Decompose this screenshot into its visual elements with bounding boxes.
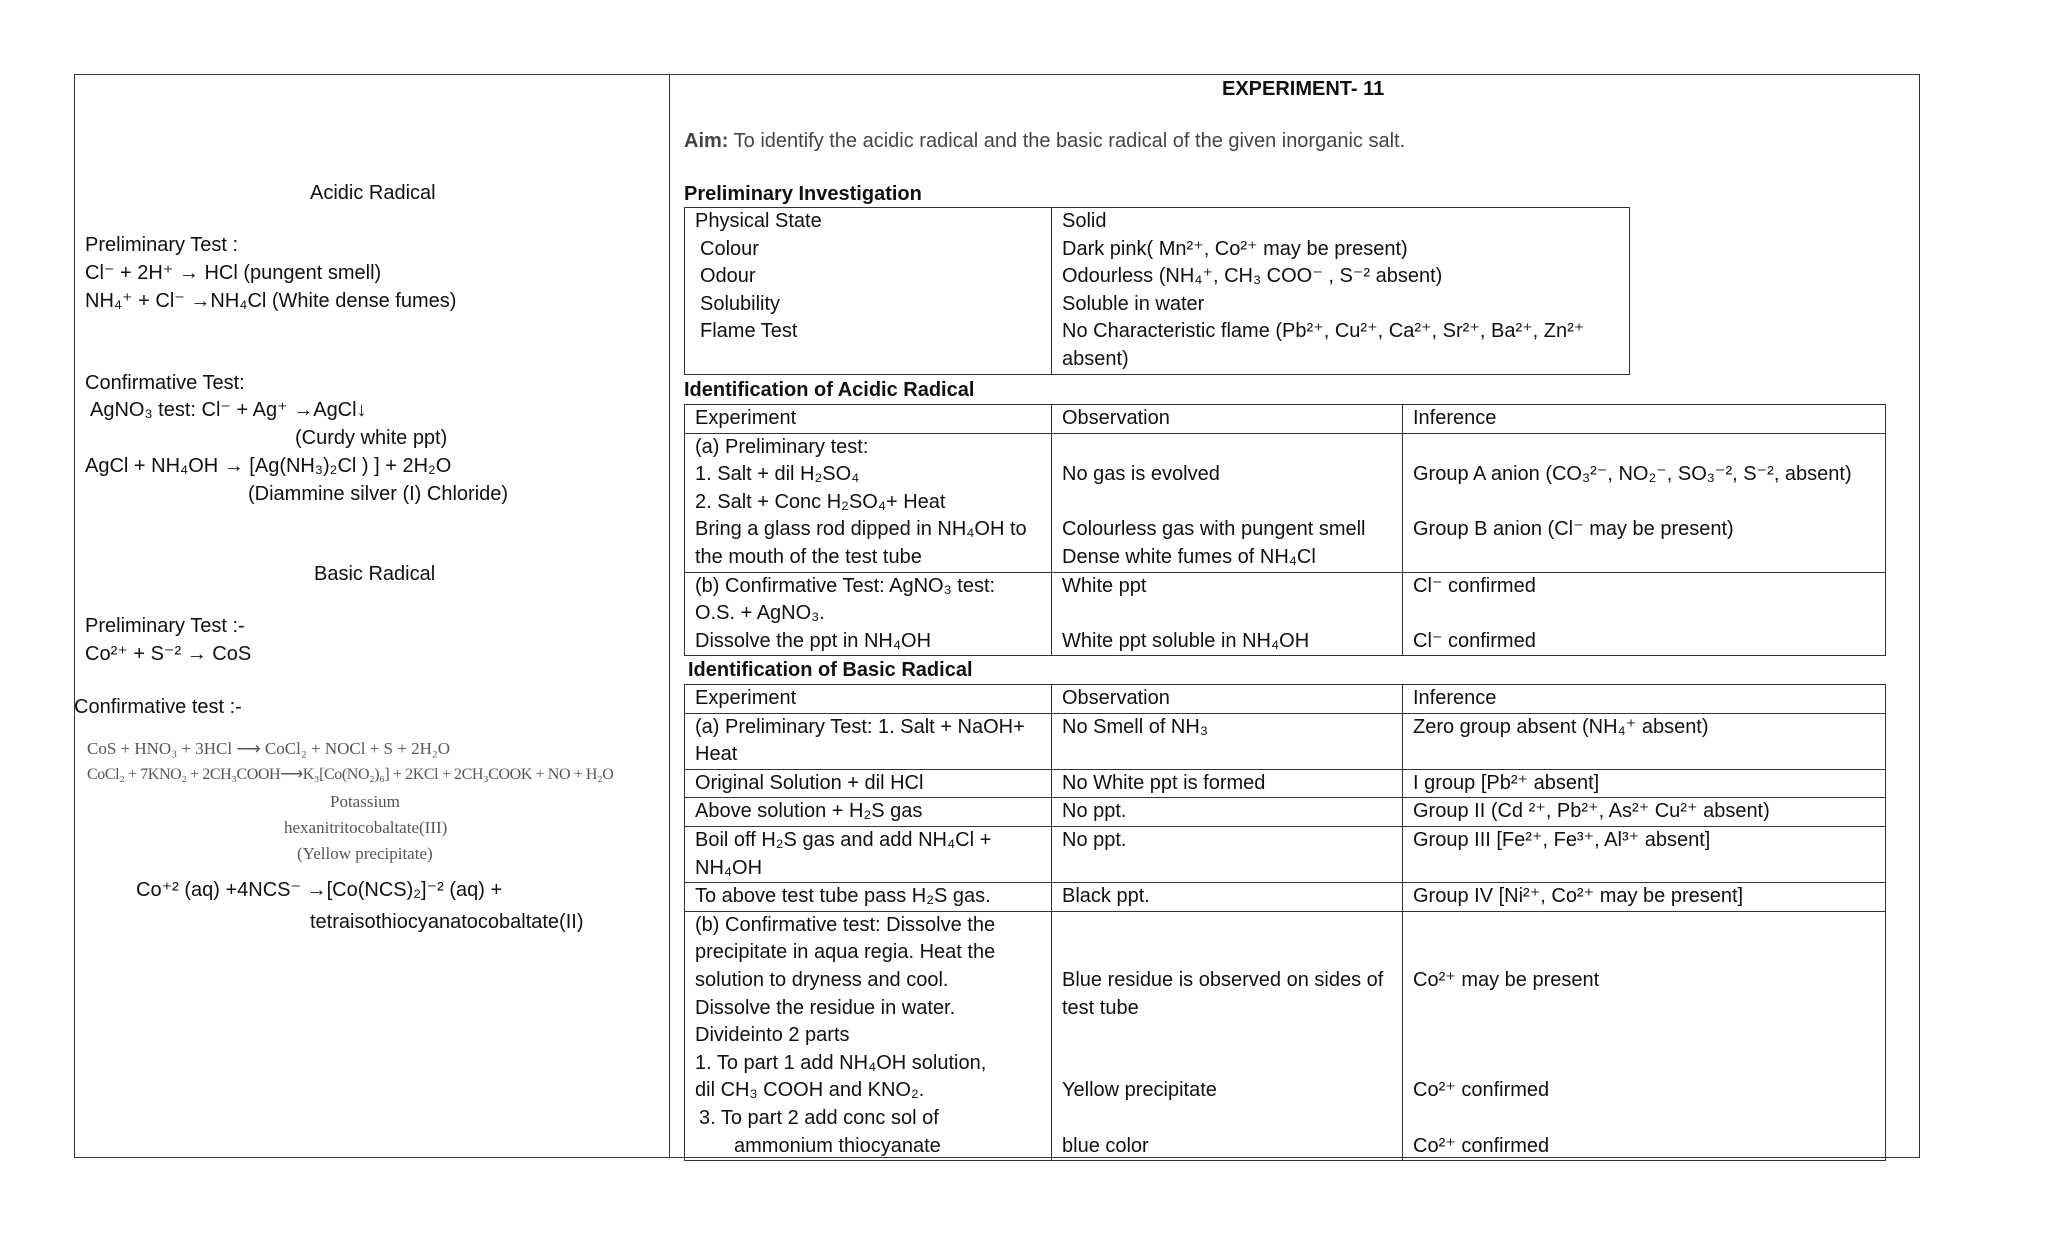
- thiocyanate-complex-name: tetraisothiocyanatocobaltate(II): [310, 911, 584, 933]
- preliminary-investigation-heading: Preliminary Investigation: [684, 183, 922, 205]
- acidic-confirm-eq1: AgNO₃ test: Cl⁻ + Ag⁺ →AgCl↓: [90, 399, 367, 421]
- acidic-prelim-eq1: Cl⁻ + 2H⁺ → HCl (pungent smell): [85, 262, 382, 284]
- table-row: [685, 883, 1886, 912]
- cell-text: No White ppt is formed: [1052, 769, 1403, 798]
- preliminary-investigation-table: [684, 207, 1630, 375]
- cell-text: O.S. + AgNO₃.: [695, 602, 825, 625]
- prelim-value-flame-test-cont: absent): [1062, 347, 1129, 370]
- header-observation: Observation: [1052, 405, 1403, 434]
- header-experiment: Experiment: [685, 405, 1052, 434]
- cell-text: No ppt.: [1052, 798, 1403, 827]
- prelim-value-flame-test: No Characteristic flame (Pb²⁺, Cu²⁺, Ca²⁺, Sr²⁺, Ba²⁺, Zn²⁺: [1062, 320, 1585, 343]
- cell-text: the mouth of the test tube: [695, 545, 922, 568]
- cell-text: 2. Salt + Conc H₂SO₄+ Heat: [695, 490, 946, 513]
- acidic-radical-heading: Acidic Radical: [310, 182, 436, 204]
- header-inference: Inference: [1403, 685, 1886, 714]
- header-observation: Observation: [1052, 685, 1403, 714]
- acidic-radical-table: [684, 404, 1886, 656]
- acidic-confirm-eq2-note: (Diammine silver (I) Chloride): [248, 483, 509, 505]
- acidic-confirm-eq1-note: (Curdy white ppt): [295, 427, 448, 449]
- cell-text: Above solution + H₂S gas: [685, 798, 1052, 827]
- prelim-label-flame-test: Flame Test: [700, 320, 798, 343]
- cell-text: Dissolve the ppt in NH₄OH: [695, 629, 932, 652]
- image-eq1: CoS + HNO₃ + 3HCl ⟶ CoCl₂ + NOCl + S + 2H₂O: [87, 739, 451, 758]
- cell-text: Dissolve the residue in water.: [695, 996, 956, 1019]
- cell-text: Co²⁺ may be present: [1413, 968, 1600, 991]
- cell-text: Group IV [Ni²⁺, Co²⁺ may be present]: [1403, 883, 1886, 912]
- table-row: [685, 911, 1886, 1160]
- header-inference: Inference: [1403, 405, 1886, 434]
- cell-text: Cl⁻ confirmed: [1413, 629, 1536, 652]
- cell-text: White ppt soluble in NH₄OH: [1062, 629, 1310, 652]
- cell-text: Group B anion (Cl⁻ may be present): [1413, 518, 1734, 541]
- aim-text: To identify the acidic radical and the basic radical of the given inorganic salt.: [728, 130, 1406, 152]
- header-experiment: Experiment: [685, 685, 1052, 714]
- cell-text: (b) Confirmative test: Dissolve the: [695, 913, 996, 936]
- cell-text: dil CH₃ COOH and KNO₂.: [695, 1079, 925, 1102]
- cell-text: Divideinto 2 parts: [695, 1024, 850, 1047]
- table-row: [685, 572, 1886, 656]
- cell-text: Zero group absent (NH₄⁺ absent): [1403, 713, 1886, 769]
- aim-label: Aim:: [684, 130, 729, 152]
- cell-text: (a) Preliminary test:: [695, 435, 869, 458]
- table-header-row: [685, 405, 1886, 434]
- cell-text: Group III [Fe²⁺, Fe³⁺, Al³⁺ absent]: [1403, 826, 1886, 882]
- cell-text: No ppt.: [1052, 826, 1403, 882]
- prelim-label-physical-state: Physical State: [695, 210, 822, 232]
- prelim-value-physical-state: Solid: [1062, 210, 1107, 232]
- cell-text: Original Solution + dil HCl: [685, 769, 1052, 798]
- basic-identification-heading: Identification of Basic Radical: [688, 659, 973, 681]
- cell-text: blue color: [1062, 1134, 1149, 1157]
- acidic-prelim-label: Preliminary Test :: [85, 234, 239, 256]
- cell-text: ammonium thiocyanate: [734, 1134, 941, 1157]
- cell-text: Dense white fumes of NH₄Cl: [1062, 545, 1316, 568]
- table-row: [685, 826, 1886, 882]
- prelim-label-solubility: Solubility: [700, 292, 781, 315]
- cell-text: Yellow precipitate: [1062, 1079, 1217, 1102]
- basic-prelim-eq: Co²⁺ + S⁻² → CoS: [85, 643, 252, 665]
- cell-text: I group [Pb²⁺ absent]: [1403, 769, 1886, 798]
- cell-text: Co²⁺ confirmed: [1413, 1079, 1550, 1102]
- prelim-label-colour: Colour: [700, 237, 759, 260]
- table-row: [685, 208, 1630, 375]
- cell-text: Cl⁻ confirmed: [1413, 574, 1536, 597]
- image-eq2: CoCl₂ + 7KNO₂ + 2CH₃COOH⟶K₃[Co(NO₂)₆] + 2KCl + 2CH₃COOK + NO + H₂O: [87, 766, 614, 783]
- cell-text: (b) Confirmative Test: AgNO₃ test:: [695, 574, 996, 597]
- image-compound-name1: Potassium: [330, 792, 400, 811]
- acidic-prelim-eq2: NH₄⁺ + Cl⁻ →NH₄Cl (White dense fumes): [85, 290, 457, 312]
- table-row: [685, 713, 1886, 769]
- cell-text: Black ppt.: [1052, 883, 1403, 912]
- cell-text: Bring a glass rod dipped in NH₄OH to: [695, 518, 1027, 541]
- table-header-row: [685, 685, 1886, 714]
- cell-text: Boil off H₂S gas and add NH₄Cl +: [695, 828, 992, 851]
- acidic-identification-heading: Identification of Acidic Radical: [684, 379, 975, 401]
- acidic-confirm-eq2: AgCl + NH₄OH → [Ag(NH₃)₂Cl ) ] + 2H₂O: [85, 455, 452, 477]
- cell-text: Heat: [695, 743, 738, 766]
- table-row: [685, 798, 1886, 827]
- cell-text: No Smell of NH₃: [1052, 713, 1403, 769]
- basic-radical-table: [684, 684, 1886, 1161]
- basic-radical-heading: Basic Radical: [314, 563, 436, 585]
- prelim-value-colour: Dark pink( Mn²⁺, Co²⁺ may be present): [1062, 237, 1408, 260]
- table-row: [685, 769, 1886, 798]
- cell-text: No gas is evolved: [1062, 463, 1220, 486]
- cell-text: (a) Preliminary Test: 1. Salt + NaOH+: [695, 715, 1025, 738]
- prelim-value-odour: Odourless (NH₄⁺, CH₃ COO⁻ , S⁻² absent): [1062, 265, 1443, 288]
- basic-prelim-label: Preliminary Test :-: [85, 615, 245, 637]
- basic-confirm-label: Confirmative test :-: [74, 696, 242, 718]
- prelim-value-solubility: Soluble in water: [1062, 292, 1205, 315]
- cell-text: Co²⁺ confirmed: [1413, 1134, 1550, 1157]
- cell-text: solution to dryness and cool.: [695, 968, 949, 991]
- cell-text: test tube: [1062, 996, 1139, 1019]
- experiment-title: EXPERIMENT- 11: [1222, 78, 1385, 100]
- cell-text: 1. To part 1 add NH₄OH solution,: [695, 1051, 987, 1074]
- cell-text: Blue residue is observed on sides of: [1062, 968, 1384, 991]
- table-row: [685, 433, 1886, 572]
- cell-text: precipitate in aqua regia. Heat the: [695, 941, 996, 964]
- cell-text: Group II (Cd ²⁺, Pb²⁺, As²⁺ Cu²⁺ absent): [1403, 798, 1886, 827]
- prelim-label-odour: Odour: [700, 265, 756, 288]
- image-compound-name3: (Yellow precipitate): [297, 844, 433, 863]
- cell-text: Group A anion (CO₃²⁻, NO₂⁻, SO₃⁻², S⁻², absent): [1413, 463, 1852, 486]
- thiocyanate-equation: Co⁺² (aq) +4NCS⁻ →[Co(NCS)₂]⁻² (aq) +: [136, 879, 503, 901]
- cell-text: NH₄OH: [695, 856, 763, 879]
- aim-line: [684, 128, 1405, 155]
- cell-text: To above test tube pass H₂S gas.: [685, 883, 1052, 912]
- cell-text: White ppt: [1062, 574, 1147, 597]
- cell-text: Colourless gas with pungent smell: [1062, 518, 1366, 541]
- column-divider: [669, 74, 670, 1158]
- cell-text: 3. To part 2 add conc sol of: [699, 1106, 939, 1129]
- image-compound-name2: hexanitritocobaltate(III): [284, 818, 448, 837]
- cell-text: 1. Salt + dil H₂SO₄: [695, 463, 860, 486]
- acidic-confirm-label: Confirmative Test:: [85, 372, 245, 394]
